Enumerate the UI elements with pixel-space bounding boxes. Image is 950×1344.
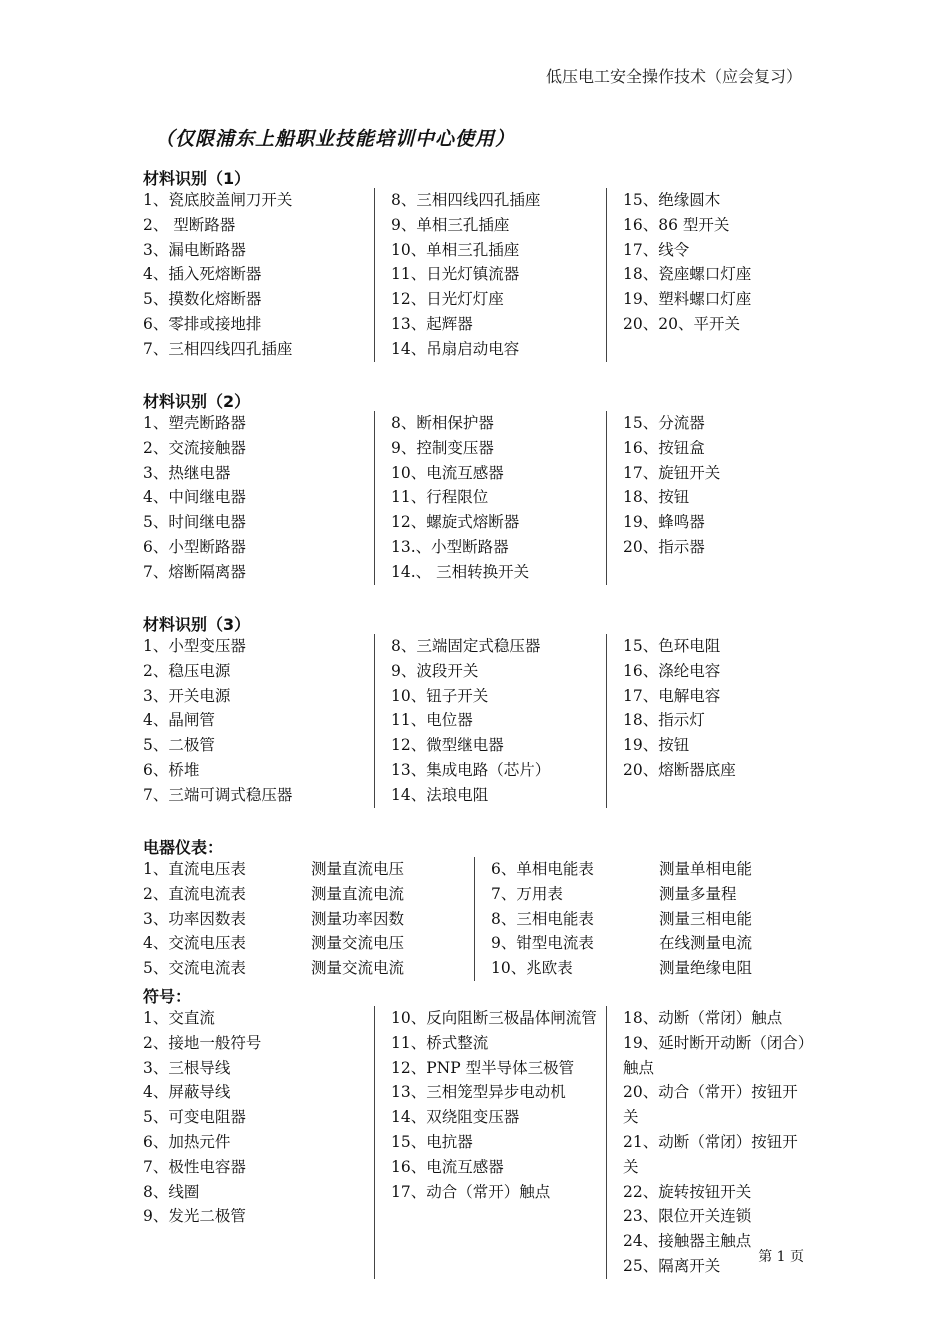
list-item: 11、电位器 — [391, 711, 473, 730]
list-item: 11、日光灯镇流器 — [391, 265, 520, 284]
meter-name: 8、三相电能表 — [491, 909, 594, 928]
list-item: 6、零排或接地排 — [143, 314, 262, 333]
list-item: 9、控制变压器 — [391, 438, 494, 457]
meter-purpose: 测量交流电压 — [311, 934, 405, 953]
list-item: 12、PNP 型半导体三极管 — [391, 1058, 575, 1077]
list-item: 1、小型变压器 — [143, 637, 246, 655]
meter-purpose: 测量单相电能 — [659, 860, 753, 878]
list-item: 9、发光二极管 — [143, 1207, 246, 1226]
list-item: 12、日光灯灯座 — [391, 290, 504, 309]
list-item: 1、交直流 — [143, 1009, 215, 1027]
list-item: 7、熔断隔离器 — [143, 562, 246, 581]
list-item: 23、限位开关连锁 — [623, 1207, 752, 1226]
list-item: 8、线圈 — [143, 1182, 200, 1201]
meter-row — [491, 956, 793, 981]
meter-purpose: 测量功率因数 — [311, 909, 405, 928]
meter-purpose: 测量三相电能 — [659, 909, 753, 928]
meter-row — [491, 931, 793, 956]
section-title-meters: 电器仪表： — [143, 838, 224, 857]
meter-row — [143, 931, 474, 956]
meter-name: 6、单相电能表 — [491, 860, 594, 878]
symbols-col-1 — [143, 1006, 375, 1279]
list-item: 25、隔离开关 — [623, 1256, 721, 1275]
list-item: 4、晶闸管 — [143, 711, 215, 730]
list-item: 11、行程限位 — [391, 488, 489, 507]
list-item: 10、电流互感器 — [391, 463, 504, 482]
list-item: 4、屏蔽导线 — [143, 1083, 231, 1102]
symbols-col-2 — [375, 1006, 607, 1279]
list-item: 16、涤纶电容 — [623, 661, 721, 680]
list-item: 18、按钮 — [623, 488, 690, 507]
list-item: 17、旋钮开关 — [623, 463, 721, 482]
list-item: 18、动断（常闭）触点 — [623, 1009, 783, 1027]
meter-name: 4、交流电压表 — [143, 934, 246, 953]
list-item: 8、断相保护器 — [391, 414, 494, 432]
section-title-materials-2: 材料识别（2） — [143, 392, 251, 411]
meter-name: 2、直流电流表 — [143, 884, 246, 903]
meter-row — [143, 857, 474, 882]
list-item: 21、动断（常闭）按钮开关 — [623, 1132, 798, 1176]
list-item: 10、反向阻断三极晶体闸流管 — [391, 1009, 597, 1027]
list-item: 17、电解电容 — [623, 686, 721, 705]
list-item: 9、单相三孔插座 — [391, 215, 510, 234]
list-item: 15、电抗器 — [391, 1132, 473, 1151]
list-item: 19、塑料螺口灯座 — [623, 290, 752, 309]
materials-2-table — [143, 411, 813, 585]
symbols-col-3 — [607, 1006, 813, 1279]
list-item: 10、单相三孔插座 — [391, 240, 520, 259]
list-item: 20、20、平开关 — [623, 314, 740, 333]
section-title-symbols: 符号： — [143, 987, 192, 1006]
meter-purpose: 测量多量程 — [659, 884, 737, 903]
materials-3-col-1 — [143, 634, 375, 808]
materials-1-col-1 — [143, 188, 375, 362]
list-item: 16、按钮盒 — [623, 438, 705, 457]
list-item: 19、蜂鸣器 — [623, 513, 705, 532]
list-item: 16、电流互感器 — [391, 1157, 504, 1176]
list-item: 18、瓷座螺口灯座 — [623, 265, 752, 284]
materials-1-table — [143, 188, 813, 362]
meters-col-right — [475, 857, 793, 981]
meter-name: 3、功率因数表 — [143, 909, 246, 928]
list-item: 14、法琅电阻 — [391, 785, 489, 804]
materials-3-col-2 — [375, 634, 607, 808]
meter-row — [491, 882, 793, 907]
list-item: 13、起辉器 — [391, 314, 473, 333]
meter-purpose: 测量绝缘电阻 — [659, 959, 753, 978]
materials-1-col-3 — [607, 188, 813, 362]
meter-purpose: 在线测量电流 — [659, 934, 753, 953]
list-item: 13、三相笼型异步电动机 — [391, 1083, 566, 1102]
materials-1-col-2 — [375, 188, 607, 362]
meters-col-left — [143, 857, 475, 981]
list-item: 5、二极管 — [143, 736, 215, 755]
meter-purpose: 测量直流电流 — [311, 884, 405, 903]
meter-name: 7、万用表 — [491, 884, 563, 903]
list-item: 14、双绕阻变压器 — [391, 1108, 520, 1127]
materials-3-col-3 — [607, 634, 813, 808]
materials-3-table — [143, 634, 813, 808]
list-item: 17、动合（常开）触点 — [391, 1182, 551, 1201]
header-title: 低压电工安全操作技术（应会复习） — [545, 67, 802, 86]
list-item: 4、插入死熔断器 — [143, 265, 262, 284]
list-item: 3、热继电器 — [143, 463, 231, 482]
list-item: 20、熔断器底座 — [623, 760, 736, 779]
list-item: 9、波段开关 — [391, 661, 479, 680]
list-item: 7、三相四线四孔插座 — [143, 339, 293, 358]
list-item: 13.、小型断路器 — [391, 537, 509, 556]
list-item: 2、交流接触器 — [143, 438, 246, 457]
list-item: 18、指示灯 — [623, 711, 705, 730]
list-item: 20、指示器 — [623, 537, 705, 556]
meter-purpose: 测量交流电流 — [311, 959, 405, 978]
list-item: 4、中间继电器 — [143, 488, 246, 507]
list-item: 19、按钮 — [623, 736, 690, 755]
meter-row — [143, 956, 474, 981]
section-title-materials-3: 材料识别（3） — [143, 615, 251, 634]
list-item: 15、色环电阻 — [623, 637, 721, 655]
list-item: 22、旋转按钮开关 — [623, 1182, 752, 1201]
list-item: 5、时间继电器 — [143, 513, 246, 532]
meter-name: 5、交流电流表 — [143, 959, 246, 978]
list-item: 15、分流器 — [623, 414, 705, 432]
list-item: 8、三相四线四孔插座 — [391, 191, 541, 209]
list-item: 3、漏电断路器 — [143, 240, 246, 259]
meter-row — [143, 907, 474, 932]
meter-name: 9、钳型电流表 — [491, 934, 594, 953]
materials-2-col-1 — [143, 411, 375, 585]
list-item: 5、可变电阻器 — [143, 1108, 246, 1127]
list-item: 8、三端固定式稳压器 — [391, 637, 541, 655]
meter-row — [491, 857, 793, 882]
list-item: 6、加热元件 — [143, 1132, 231, 1151]
list-item: 11、桥式整流 — [391, 1033, 489, 1052]
list-item: 6、小型断路器 — [143, 537, 246, 556]
list-item: 2、稳压电源 — [143, 661, 231, 680]
list-item: 2、接地一般符号 — [143, 1033, 262, 1052]
list-item: 5、摸数化熔断器 — [143, 290, 262, 309]
list-item: 19、延时断开动断（闭合）触点 — [623, 1033, 806, 1077]
list-item: 17、线令 — [623, 240, 690, 259]
list-item: 20、动合（常开）按钮开关 — [623, 1083, 798, 1127]
list-item: 2、 型断路器 — [143, 215, 236, 234]
list-item: 15、绝缘圆木 — [623, 191, 721, 209]
list-item: 14、吊扇启动电容 — [391, 339, 520, 358]
list-item: 7、三端可调式稳压器 — [143, 785, 293, 804]
meter-row — [143, 882, 474, 907]
list-item: 12、螺旋式熔断器 — [391, 513, 520, 532]
list-item: 1、塑壳断路器 — [143, 414, 246, 432]
meter-name: 1、直流电压表 — [143, 860, 246, 878]
page-number: 第 1 页 — [758, 1249, 804, 1265]
symbols-table — [143, 1006, 813, 1279]
materials-2-col-2 — [375, 411, 607, 585]
list-item: 14.、 三相转换开关 — [391, 562, 530, 581]
meter-purpose: 测量直流电压 — [311, 860, 405, 878]
list-item: 16、86 型开关 — [623, 215, 730, 234]
list-item: 12、微型继电器 — [391, 736, 504, 755]
list-item: 6、桥堆 — [143, 760, 200, 779]
restriction-note: （仅限浦东上船职业技能培训中心使用） — [155, 128, 516, 150]
materials-2-col-3 — [607, 411, 813, 585]
list-item: 3、三根导线 — [143, 1058, 231, 1077]
meter-name: 10、兆欧表 — [491, 959, 573, 978]
list-item: 3、开关电源 — [143, 686, 231, 705]
meter-row — [491, 907, 793, 932]
list-item: 10、钮子开关 — [391, 686, 489, 705]
list-item: 24、接触器主触点 — [623, 1232, 752, 1251]
list-item: 1、瓷底胶盖闸刀开关 — [143, 191, 293, 209]
list-item: 7、极性电容器 — [143, 1157, 246, 1176]
meters-table — [143, 857, 793, 981]
section-title-materials-1: 材料识别（1） — [143, 169, 251, 188]
list-item: 13、集成电路（芯片） — [391, 760, 551, 779]
